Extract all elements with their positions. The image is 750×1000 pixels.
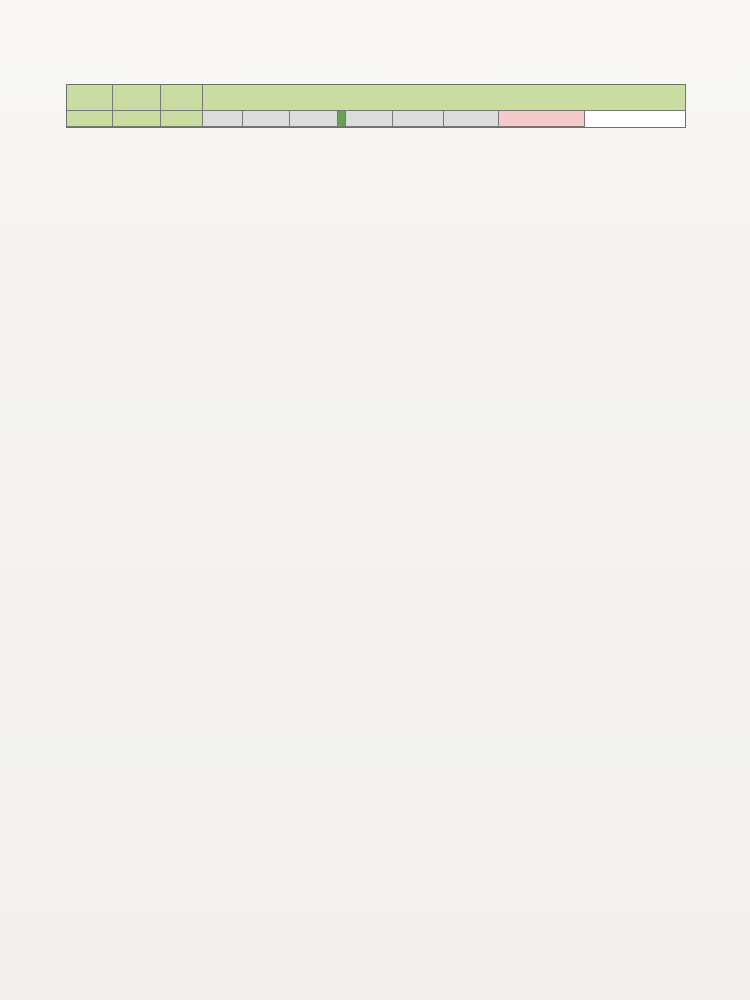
- subheader-teacher-blank: [113, 111, 161, 127]
- header-eval1: [243, 111, 290, 127]
- header-course: [161, 85, 203, 111]
- header-teacher: [113, 85, 161, 111]
- header-school: [67, 85, 113, 111]
- signature-area: [40, 916, 720, 996]
- header-eval2: [393, 111, 444, 127]
- header-avg1: [290, 111, 338, 127]
- header-avg2: [444, 111, 499, 127]
- table-header: [67, 85, 685, 111]
- divider-bar: [338, 111, 346, 127]
- header-total: [499, 111, 585, 127]
- subheader-row: [67, 111, 685, 127]
- subheader-course-blank: [161, 111, 203, 127]
- header-scorer1: [203, 111, 243, 127]
- score-table: [66, 84, 686, 128]
- table-title: [203, 85, 686, 111]
- header-scorer2: [346, 111, 393, 127]
- subheader-school-blank: [67, 111, 113, 127]
